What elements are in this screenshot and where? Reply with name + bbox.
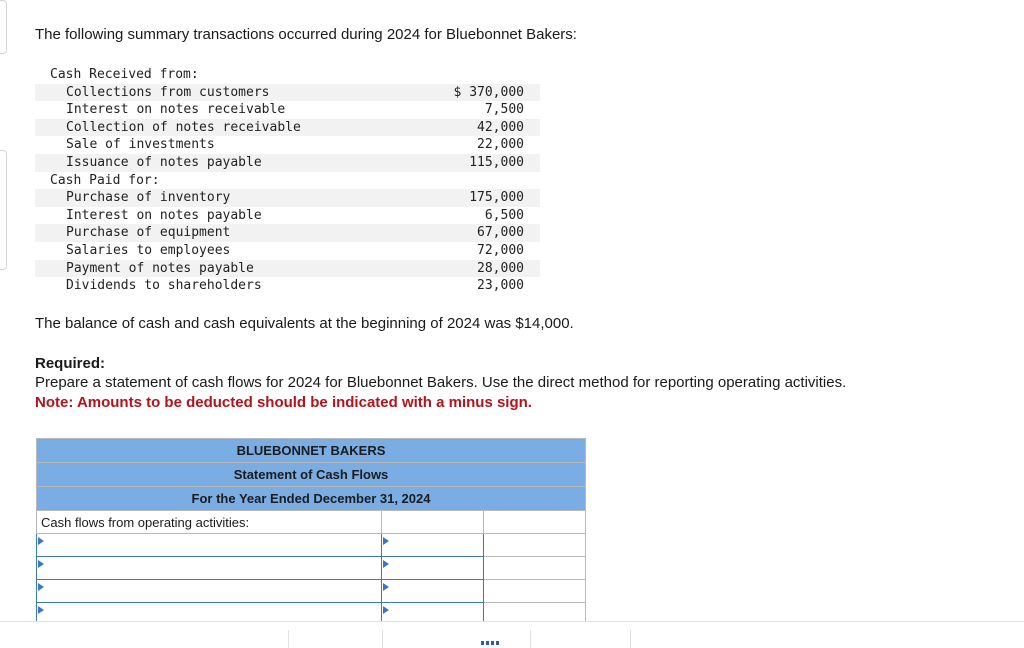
cash-received-heading: Cash Received from: [50, 67, 199, 82]
toolbar-divider [630, 630, 631, 648]
list-item [35, 224, 540, 242]
item-label: Dividends to shareholders [66, 278, 262, 294]
table-row [37, 580, 586, 603]
toolbar-divider [382, 630, 383, 648]
transactions-list [35, 66, 540, 295]
dropdown-marker-icon [38, 560, 44, 568]
input-marker-icon [383, 537, 389, 545]
item-amount: 67,000 [477, 225, 524, 241]
list-item [35, 119, 540, 137]
item-label: Collection of notes receivable [66, 119, 301, 135]
item-label: Purchase of equipment [66, 225, 231, 241]
total-cell [484, 580, 586, 603]
line-item-select[interactable] [37, 534, 382, 557]
cash-paid-heading: Cash Paid for: [50, 172, 160, 188]
list-item [35, 154, 540, 172]
item-amount: 7,500 [484, 102, 524, 118]
item-label: Sale of investments [66, 137, 215, 153]
item-label: Salaries to employees [66, 242, 231, 258]
input-marker-icon [383, 560, 389, 568]
item-label: Payment of notes payable [66, 260, 254, 276]
total-cell [484, 511, 586, 534]
input-marker-icon [383, 583, 389, 591]
left-edge-tab [0, 150, 7, 270]
section-label: Cash flows from operating activities: [37, 511, 382, 534]
item-amount: 175,000 [469, 190, 524, 206]
list-item [35, 189, 540, 207]
table-row [37, 534, 586, 557]
dropdown-marker-icon [38, 606, 44, 614]
item-amount: 22,000 [477, 137, 524, 153]
list-item [35, 84, 540, 102]
list-item [35, 260, 540, 278]
list-item [35, 101, 540, 119]
table-row [37, 557, 586, 580]
statement-period: For the Year Ended December 31, 2024 [37, 487, 586, 511]
amount-input[interactable] [382, 534, 484, 557]
item-label: Collections from customers [66, 84, 270, 100]
amount-cell [382, 511, 484, 534]
left-edge-tab [0, 0, 7, 54]
amount-input[interactable] [382, 557, 484, 580]
company-name: BLUEBONNET BAKERS [37, 439, 586, 463]
item-label: Purchase of inventory [66, 190, 231, 206]
total-cell [484, 534, 586, 557]
note-text: Note: Amounts to be deducted should be indicated with a minus sign. [35, 394, 532, 411]
dropdown-marker-icon [38, 537, 44, 545]
question-grid-icon[interactable] [481, 641, 499, 645]
item-amount: 23,000 [477, 278, 524, 294]
list-item [35, 277, 540, 295]
total-cell [484, 557, 586, 580]
input-marker-icon [383, 606, 389, 614]
statement-title: Statement of Cash Flows [37, 463, 586, 487]
item-amount: 72,000 [477, 242, 524, 258]
toolbar-divider [288, 630, 289, 648]
item-amount: 42,000 [477, 119, 524, 135]
toolbar-divider [530, 630, 531, 648]
line-item-select[interactable] [37, 557, 382, 580]
amount-input[interactable] [382, 580, 484, 603]
item-amount: 6,500 [484, 207, 524, 223]
item-label: Issuance of notes payable [66, 154, 262, 170]
intro-text: The following summary transactions occurred during 2024 for Bluebonnet Bakers: [35, 26, 577, 43]
item-amount: 28,000 [477, 260, 524, 276]
required-heading: Required: [35, 355, 106, 372]
line-item-select[interactable] [37, 580, 382, 603]
required-text: Prepare a statement of cash flows for 2024 for Bluebonnet Bakers. Use the direct method for reporting operating activities. [35, 374, 847, 391]
beginning-balance-text: The balance of cash and cash equivalents at the beginning of 2024 was $14,000. [35, 315, 574, 332]
item-amount: 115,000 [469, 154, 524, 170]
dropdown-marker-icon [38, 583, 44, 591]
cash-flow-statement-table [36, 438, 586, 626]
list-item [35, 242, 540, 260]
item-label: Interest on notes payable [66, 207, 262, 223]
list-item [35, 207, 540, 225]
bottom-toolbar [0, 621, 1024, 648]
item-label: Interest on notes receivable [66, 102, 286, 118]
item-amount: $ 370,000 [453, 84, 524, 100]
list-item [35, 136, 540, 154]
